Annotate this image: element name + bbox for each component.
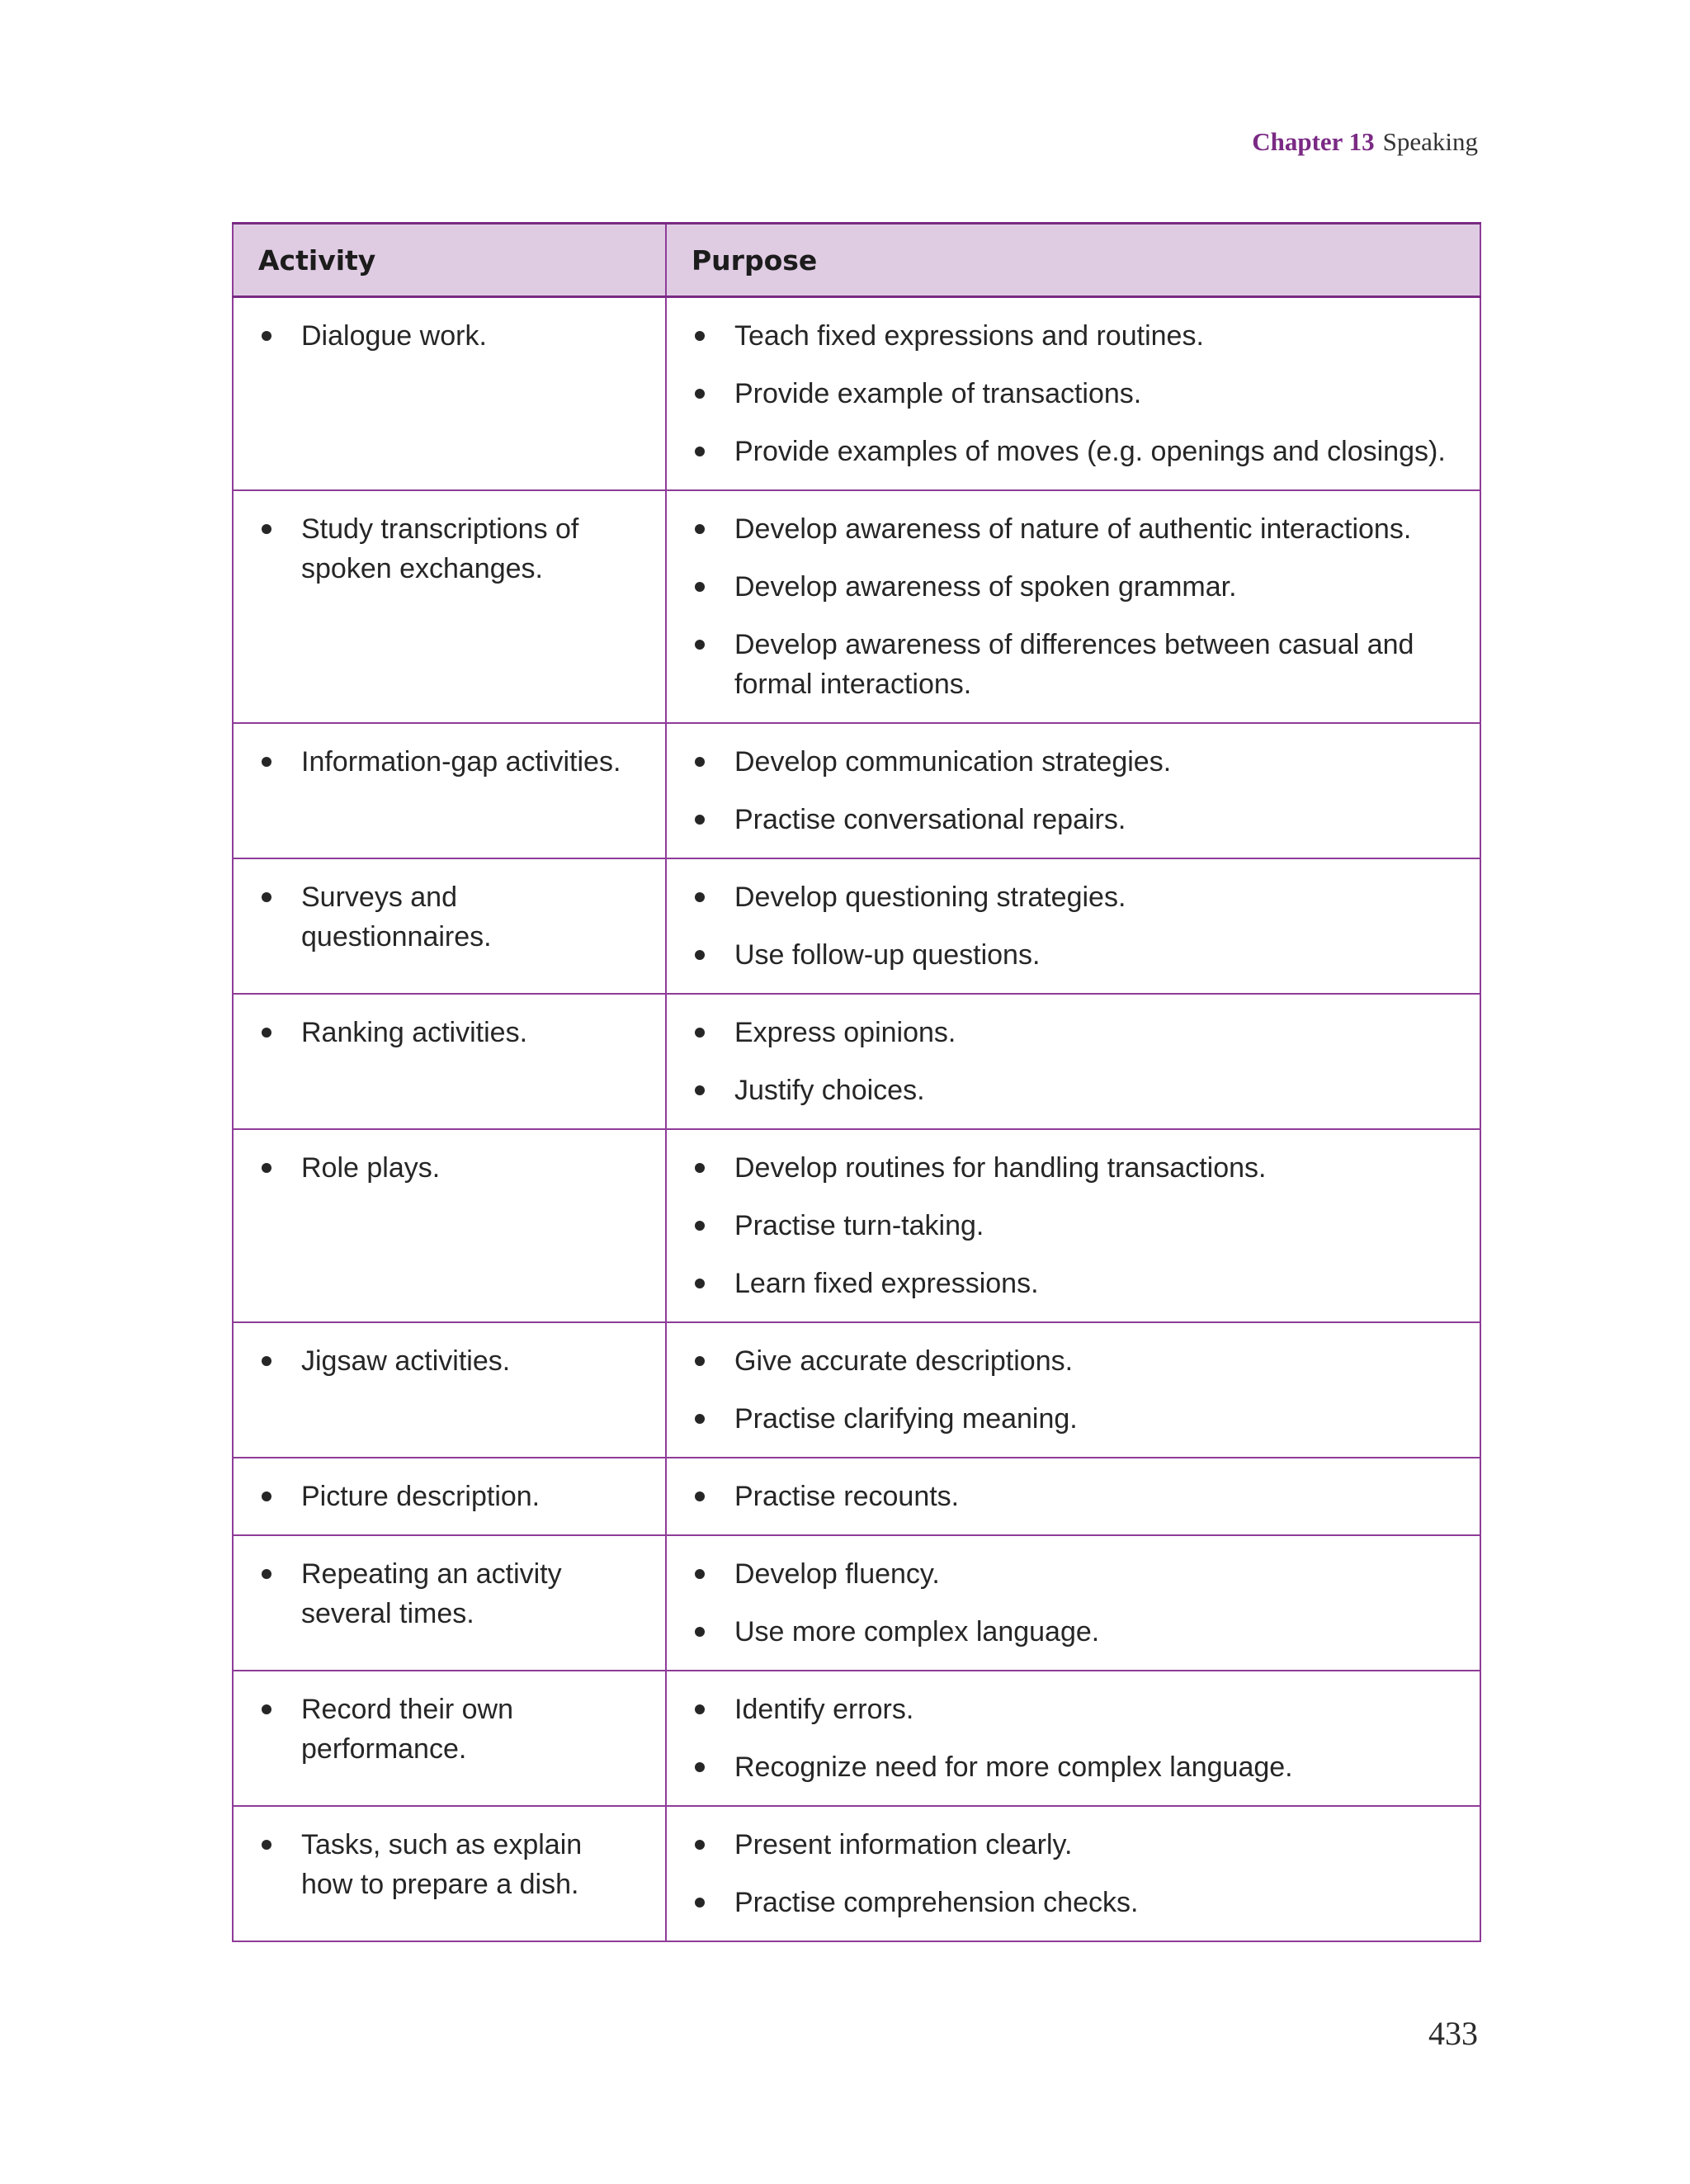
list-item [692, 935, 1455, 975]
bullet-icon [695, 1898, 705, 1907]
table-header-row [233, 224, 1480, 297]
table-row [233, 1671, 1480, 1806]
table-row [233, 490, 1480, 723]
purpose-text: Present information clearly. [734, 1829, 1073, 1860]
table-body [233, 297, 1480, 1942]
list-item [692, 1554, 1455, 1594]
purpose-text: Provide examples of moves (e.g. openings and closings). [734, 436, 1446, 467]
purpose-text: Develop communication strategies. [734, 746, 1172, 778]
purpose-cell [666, 723, 1480, 858]
bullet-icon [695, 524, 705, 534]
activity-list [258, 1013, 640, 1052]
activity-text: Picture description. [301, 1481, 541, 1512]
list-item [258, 1825, 640, 1904]
activity-list [258, 742, 640, 782]
list-item [692, 316, 1455, 356]
list-item [692, 800, 1455, 839]
bullet-icon [262, 1491, 271, 1501]
activity-list [258, 509, 640, 589]
bullet-icon [695, 1627, 705, 1637]
purpose-list [692, 1013, 1455, 1110]
activity-cell [233, 723, 666, 858]
purpose-cell [666, 1671, 1480, 1806]
activity-cell [233, 1806, 666, 1941]
chapter-label: Chapter 13 [1252, 127, 1375, 156]
list-item [692, 1071, 1455, 1110]
bullet-icon [695, 757, 705, 767]
purpose-list [692, 1690, 1455, 1787]
list-item [692, 742, 1455, 782]
activity-cell [233, 490, 666, 723]
bullet-icon [695, 1279, 705, 1288]
activity-text: Dialogue work. [301, 320, 487, 352]
purpose-list [692, 1554, 1455, 1652]
table-row [233, 1458, 1480, 1535]
purpose-text: Justify choices. [734, 1075, 925, 1106]
table-row [233, 1322, 1480, 1458]
purpose-list [692, 1825, 1455, 1922]
list-item [258, 877, 640, 957]
activity-cell [233, 1458, 666, 1535]
purpose-list [692, 1148, 1455, 1303]
bullet-icon [262, 524, 271, 534]
list-item [692, 1206, 1455, 1246]
purpose-text: Practise recounts. [734, 1481, 960, 1512]
activity-text: Surveys and questionnaires. [301, 882, 492, 953]
bullet-icon [695, 640, 705, 650]
purpose-text: Express opinions. [734, 1017, 956, 1048]
activity-cell [233, 994, 666, 1129]
list-item [258, 1477, 640, 1516]
bullet-icon [262, 1840, 271, 1850]
bullet-icon [695, 447, 705, 456]
bullet-icon [262, 1356, 271, 1366]
activity-list [258, 877, 640, 957]
list-item [258, 742, 640, 782]
activity-list [258, 1554, 640, 1633]
list-item [692, 1883, 1455, 1922]
page-number: 433 [1428, 2015, 1478, 2052]
purpose-list [692, 877, 1455, 975]
bullet-icon [695, 815, 705, 825]
purpose-text: Practise conversational repairs. [734, 804, 1126, 835]
list-item [692, 1612, 1455, 1652]
bullet-icon [695, 1840, 705, 1850]
purpose-cell [666, 1129, 1480, 1322]
activity-cell [233, 1671, 666, 1806]
bullet-icon [695, 582, 705, 592]
list-item [692, 1690, 1455, 1729]
activity-purpose-table [232, 222, 1481, 1942]
bullet-icon [262, 1569, 271, 1579]
purpose-list [692, 1477, 1455, 1516]
activity-list [258, 1825, 640, 1904]
purpose-text: Use follow-up questions. [734, 939, 1041, 971]
purpose-text: Learn fixed expressions. [734, 1268, 1039, 1299]
bullet-icon [262, 1704, 271, 1714]
bullet-icon [695, 1221, 705, 1231]
list-item [692, 1264, 1455, 1303]
list-item [258, 1554, 640, 1633]
column-header-purpose: Purpose [666, 224, 1480, 297]
bullet-icon [695, 1762, 705, 1772]
table-row [233, 1535, 1480, 1671]
list-item [692, 877, 1455, 917]
purpose-text: Use more complex language. [734, 1616, 1100, 1647]
list-item [692, 1747, 1455, 1787]
activity-text: Repeating an activity several times. [301, 1558, 562, 1629]
bullet-icon [695, 1491, 705, 1501]
bullet-icon [695, 1085, 705, 1095]
purpose-text: Practise clarifying meaning. [734, 1403, 1078, 1435]
activity-text: Record their own performance. [301, 1694, 514, 1765]
purpose-text: Recognize need for more complex language. [734, 1751, 1293, 1783]
purpose-text: Develop fluency. [734, 1558, 940, 1590]
table-row [233, 858, 1480, 994]
activity-cell [233, 858, 666, 994]
list-item [258, 1341, 640, 1381]
list-item [258, 1690, 640, 1769]
purpose-text: Develop awareness of differences between casual and formal interactions. [734, 629, 1414, 700]
list-item [258, 316, 640, 356]
purpose-list [692, 316, 1455, 471]
list-item [692, 1341, 1455, 1381]
list-item [692, 1825, 1455, 1865]
activity-text: Ranking activities. [301, 1017, 528, 1048]
list-item [692, 1399, 1455, 1439]
bullet-icon [695, 1028, 705, 1038]
bullet-icon [695, 892, 705, 902]
bullet-icon [262, 331, 271, 341]
purpose-cell [666, 1322, 1480, 1458]
activity-cell [233, 1535, 666, 1671]
activity-list [258, 1341, 640, 1381]
purpose-text: Develop awareness of nature of authentic interactions. [734, 513, 1412, 545]
purpose-list [692, 1341, 1455, 1439]
bullet-icon [695, 1356, 705, 1366]
activity-text: Jigsaw activities. [301, 1345, 511, 1377]
activity-text: Tasks, such as explain how to prepare a dish. [301, 1829, 583, 1900]
list-item [692, 567, 1455, 607]
bullet-icon [262, 757, 271, 767]
activity-list [258, 1477, 640, 1516]
list-item [692, 1477, 1455, 1516]
list-item [692, 374, 1455, 414]
table-row [233, 1129, 1480, 1322]
activity-cell [233, 1322, 666, 1458]
activity-cell [233, 1129, 666, 1322]
purpose-text: Provide example of transactions. [734, 378, 1142, 409]
purpose-cell [666, 1535, 1480, 1671]
table-row [233, 723, 1480, 858]
list-item [692, 1013, 1455, 1052]
purpose-cell [666, 1458, 1480, 1535]
bullet-icon [695, 1163, 705, 1173]
purpose-cell [666, 994, 1480, 1129]
list-item [692, 625, 1455, 704]
section-title: Speaking [1382, 127, 1478, 156]
list-item [692, 509, 1455, 549]
running-head [1252, 125, 1478, 158]
list-item [258, 509, 640, 589]
column-header-activity: Activity [233, 224, 666, 297]
activity-cell [233, 297, 666, 491]
purpose-text: Practise turn-taking. [734, 1210, 984, 1241]
purpose-text: Give accurate descriptions. [734, 1345, 1074, 1377]
purpose-list [692, 509, 1455, 704]
table-row [233, 1806, 1480, 1941]
purpose-cell [666, 858, 1480, 994]
purpose-text: Develop questioning strategies. [734, 882, 1126, 913]
bullet-icon [695, 1414, 705, 1424]
list-item [692, 1148, 1455, 1188]
activity-list [258, 1690, 640, 1769]
purpose-cell [666, 297, 1480, 491]
purpose-text: Develop routines for handling transactions. [734, 1152, 1267, 1184]
bullet-icon [262, 1163, 271, 1173]
activity-list [258, 1148, 640, 1188]
activity-text: Information-gap activities. [301, 746, 621, 778]
list-item [258, 1013, 640, 1052]
bullet-icon [695, 389, 705, 399]
purpose-cell [666, 490, 1480, 723]
bullet-icon [695, 331, 705, 341]
purpose-cell [666, 1806, 1480, 1941]
table-row [233, 297, 1480, 491]
purpose-list [692, 742, 1455, 839]
bullet-icon [695, 950, 705, 960]
purpose-text: Practise comprehension checks. [734, 1887, 1139, 1918]
purpose-text: Identify errors. [734, 1694, 914, 1725]
purpose-text: Develop awareness of spoken grammar. [734, 571, 1237, 603]
list-item [692, 432, 1455, 471]
bullet-icon [262, 1028, 271, 1038]
bullet-icon [695, 1704, 705, 1714]
activity-list [258, 316, 640, 356]
activity-text: Study transcriptions of spoken exchanges. [301, 513, 579, 584]
bullet-icon [262, 892, 271, 902]
table-row [233, 994, 1480, 1129]
activity-text: Role plays. [301, 1152, 441, 1184]
list-item [258, 1148, 640, 1188]
purpose-text: Teach fixed expressions and routines. [734, 320, 1204, 352]
bullet-icon [695, 1569, 705, 1579]
